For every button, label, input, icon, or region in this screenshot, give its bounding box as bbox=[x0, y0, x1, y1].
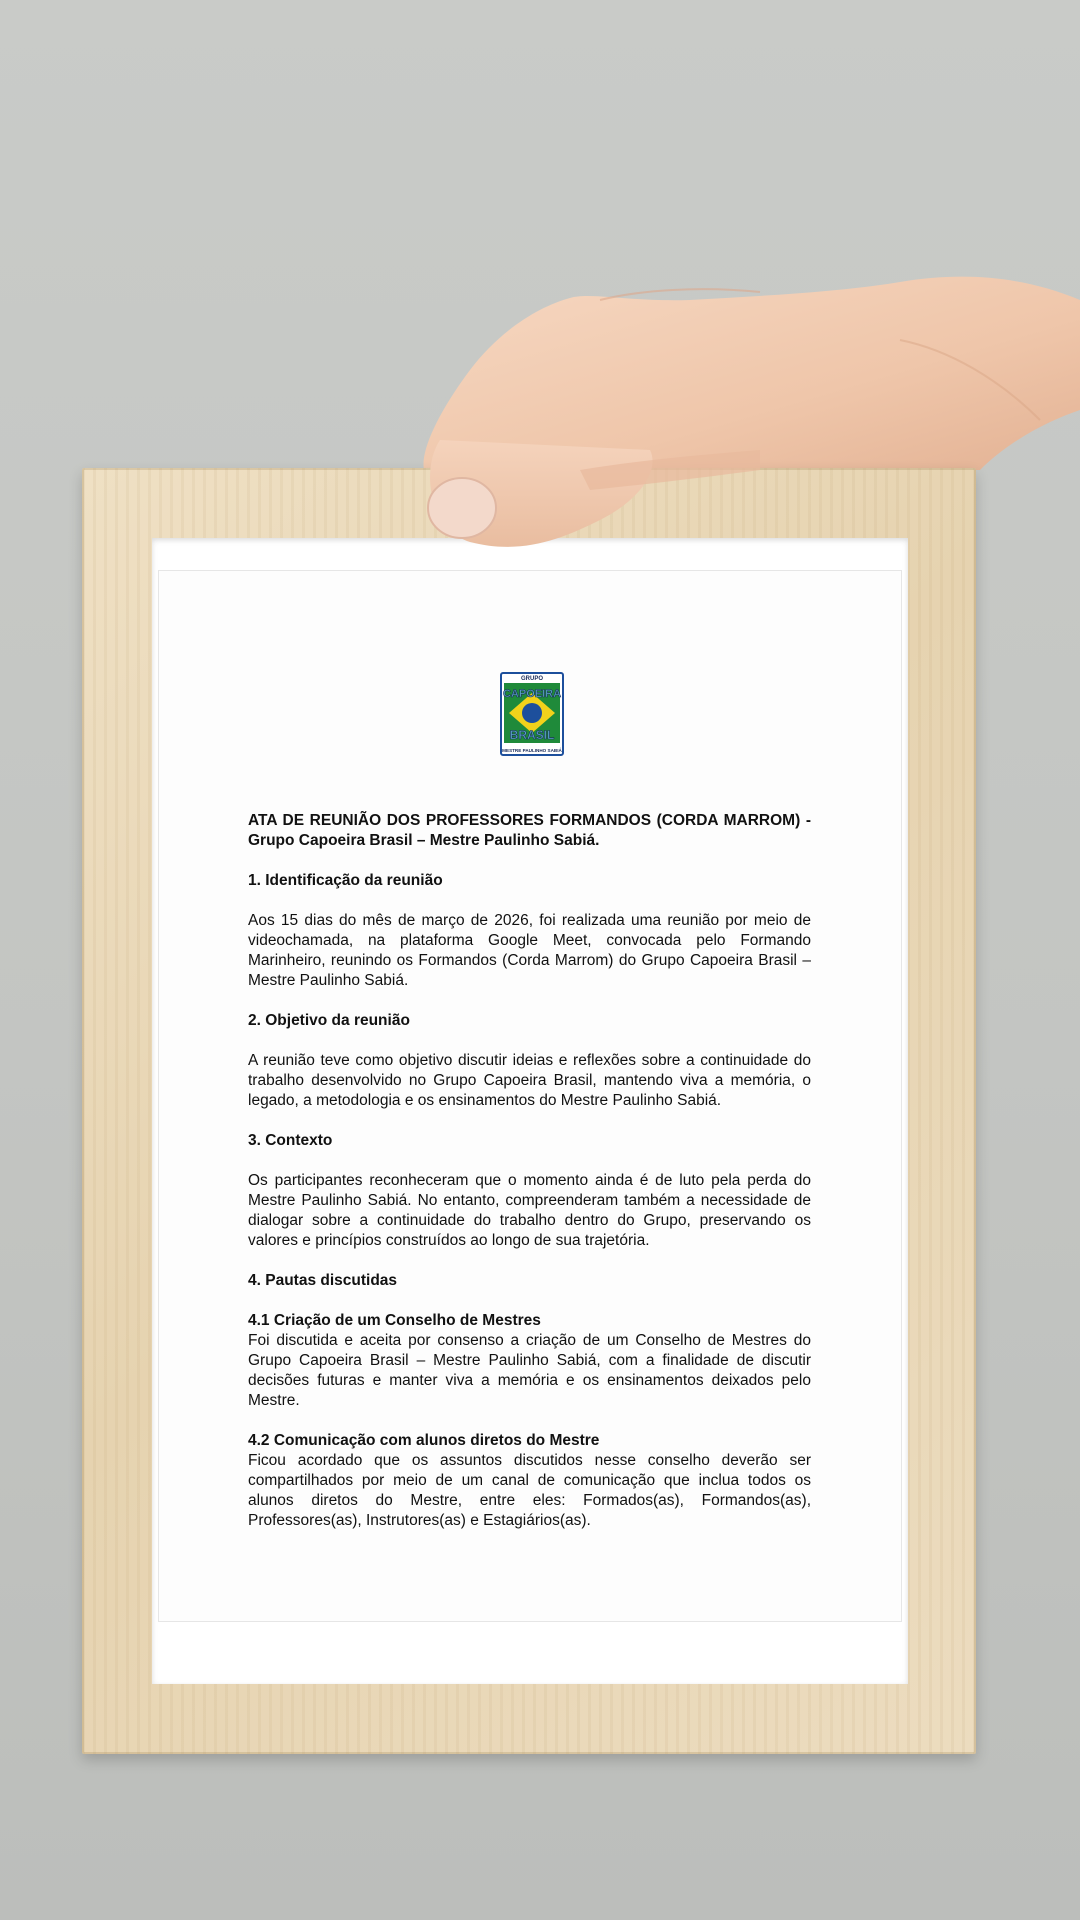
section-1-heading: 1. Identificação da reunião bbox=[248, 872, 443, 889]
picture-frame bbox=[82, 468, 976, 1754]
logo-word-2: BRASIL bbox=[509, 728, 555, 742]
logo-word-1: CAPOEIRA bbox=[502, 688, 562, 700]
section-2-text: A reunião teve como objetivo discutir ideias e reflexões sobre a continuidade do trabalho desenvolvido no Grupo Capoeira Brasil, mantendo viva a memória, o legado, a metodologia e os ensinamentos do Mestre Paulinho Sabiá. bbox=[248, 1052, 811, 1109]
section-4-heading: 4. Pautas discutidas bbox=[248, 1272, 398, 1289]
subsection-4-2-text: Ficou acordado que os assuntos discutidos nesse conselho deverão ser compartilhados por meio de um canal de comunicação que inclua todos os alunos diretos do Mestre, entre eles: Formados(as), Formandos(as), Professores(as), Instrutores(as) e Estagiários(as). bbox=[248, 1452, 811, 1529]
document-body bbox=[248, 811, 811, 1551]
document-page bbox=[158, 570, 902, 1622]
section-3-text: Os participantes reconheceram que o momento ainda é de luto pela perda do Mestre Paulinho Sabiá. No entanto, compreenderam também a necessidade de dialogar sobre a continuidade do trabalho dentro do Grupo, preservando os valores e princípios construídos ao longo de sua trajetória. bbox=[248, 1172, 811, 1249]
document-title: ATA DE REUNIÃO DOS PROFESSORES FORMANDOS (CORDA MARROM) - Grupo Capoeira Brasil – Mestre Paulinho Sabiá. bbox=[248, 812, 811, 849]
subsection-4-1-heading: 4.1 Criação de um Conselho de Mestres bbox=[248, 1312, 541, 1329]
subsection-4-2-heading: 4.2 Comunicação com alunos diretos do Mestre bbox=[248, 1432, 600, 1449]
logo-bottom-text: MESTRE PAULINHO SABIÁ bbox=[502, 748, 562, 753]
frame-mat bbox=[152, 538, 908, 1684]
capoeira-brasil-logo bbox=[499, 671, 565, 757]
subsection-4-1-text: Foi discutida e aceita por consenso a criação de um Conselho de Mestres do Grupo Capoeira Brasil – Mestre Paulinho Sabiá, com a finalidade de discutir decisões futuras e manter viva a memória e os ensinamentos deixados pelo Mestre. bbox=[248, 1332, 811, 1409]
logo-top-text: GRUPO bbox=[520, 676, 544, 682]
section-3-heading: 3. Contexto bbox=[248, 1132, 333, 1149]
section-1-text: Aos 15 dias do mês de março de 2026, foi realizada uma reunião por meio de videochamada, na plataforma Google Meet, convocada pelo Formando Marinheiro, reunindo os Formandos (Corda Marrom) do Grupo Capoeira Brasil – Mestre Paulinho Sabiá. bbox=[248, 912, 811, 989]
section-2-heading: 2. Objetivo da reunião bbox=[248, 1012, 410, 1029]
